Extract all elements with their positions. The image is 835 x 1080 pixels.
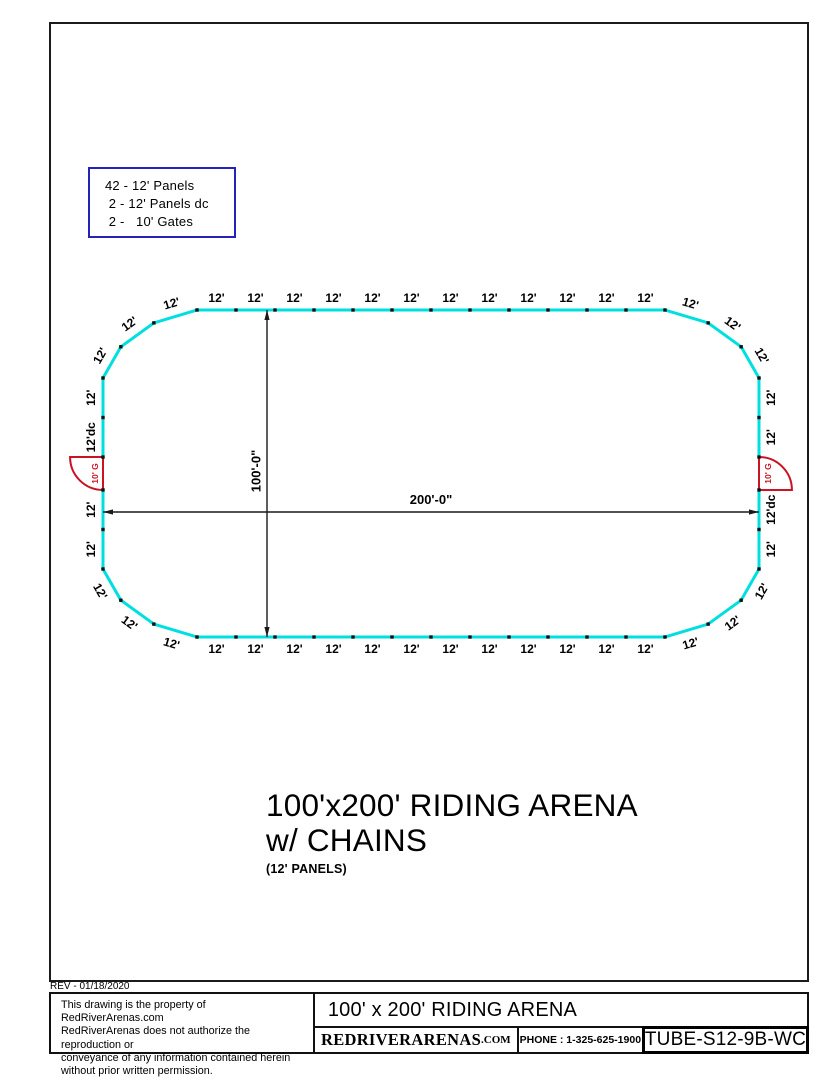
svg-text:12'dc: 12'dc [84, 422, 98, 453]
svg-text:12': 12' [751, 345, 772, 367]
svg-text:12': 12' [286, 291, 303, 305]
svg-text:12': 12' [721, 612, 744, 634]
svg-text:12': 12' [680, 294, 701, 313]
svg-text:10' G: 10' G [763, 463, 773, 484]
svg-text:12': 12' [764, 541, 778, 558]
arena-fence [103, 310, 759, 637]
svg-text:12': 12' [84, 501, 98, 518]
svg-text:12': 12' [520, 642, 537, 656]
copyright-notice [51, 994, 315, 1078]
drawing-title-line2: w/ CHAINS [266, 822, 428, 858]
model-number: TUBE-S12-9B-WC [642, 1026, 809, 1054]
svg-text:12': 12' [680, 634, 701, 653]
notice-line: without prior written permission. [61, 1065, 213, 1078]
svg-text:12': 12' [364, 291, 381, 305]
svg-text:12': 12' [364, 642, 381, 656]
svg-text:12'dc: 12'dc [764, 494, 778, 525]
gate-swing-symbols [70, 457, 792, 490]
svg-text:12': 12' [751, 580, 772, 602]
svg-text:12': 12' [764, 389, 778, 406]
svg-text:12': 12' [84, 541, 98, 558]
svg-text:12': 12' [208, 291, 225, 305]
brand-suffix: .COM [481, 1034, 511, 1046]
svg-text:12': 12' [403, 291, 420, 305]
svg-text:12': 12' [598, 642, 615, 656]
notice-line: This drawing is the property of RedRiverArenas.com [61, 999, 206, 1025]
svg-text:12': 12' [559, 642, 576, 656]
svg-text:12': 12' [764, 429, 778, 446]
svg-text:12': 12' [721, 313, 744, 335]
title-block-name: 100' x 200' RIDING ARENA [315, 994, 807, 1028]
panel-length-labels [84, 291, 778, 656]
legend-item-gates: 2 - 10' Gates [105, 214, 194, 229]
notice-line: RedRiverArenas does not authorize the reproduction or [61, 1025, 251, 1051]
brand [315, 1028, 517, 1052]
title-block [49, 992, 809, 1078]
brand-name: REDRIVERARENAS [320, 1030, 482, 1049]
svg-text:10' G: 10' G [90, 463, 100, 484]
svg-text:12': 12' [286, 642, 303, 656]
svg-text:12': 12' [247, 642, 264, 656]
drawing-title [266, 788, 638, 876]
svg-text:12': 12' [325, 291, 342, 305]
svg-text:12': 12' [161, 634, 182, 653]
svg-text:12': 12' [161, 294, 182, 313]
legend-item-panels: 42 - 12' Panels [105, 178, 195, 193]
svg-text:12': 12' [481, 291, 498, 305]
svg-text:12': 12' [481, 642, 498, 656]
svg-text:12': 12' [442, 291, 459, 305]
drawing-title-line1: 100'x200' RIDING ARENA [266, 787, 638, 823]
svg-text:12': 12' [118, 313, 141, 335]
svg-text:12': 12' [90, 345, 111, 367]
svg-text:12': 12' [520, 291, 537, 305]
svg-text:12': 12' [559, 291, 576, 305]
svg-text:12': 12' [90, 580, 111, 602]
legend-item-panels-dc: 2 - 12' Panels dc [105, 196, 209, 211]
panel-joint-dots [101, 308, 760, 638]
drawing-title-subnote: (12' PANELS) [266, 862, 347, 876]
svg-text:12': 12' [637, 642, 654, 656]
svg-text:12': 12' [325, 642, 342, 656]
svg-text:12': 12' [637, 291, 654, 305]
phone-number: PHONE : 1-325-625-1900 [517, 1028, 642, 1052]
svg-text:12': 12' [118, 612, 141, 634]
svg-text:12': 12' [442, 642, 459, 656]
notice-line: conveyance of any information contained herein [61, 1051, 291, 1064]
svg-text:200'-0": 200'-0" [409, 492, 453, 507]
svg-text:100'-0": 100'-0" [248, 449, 264, 493]
svg-text:12': 12' [598, 291, 615, 305]
svg-text:12': 12' [247, 291, 264, 305]
svg-text:12': 12' [208, 642, 225, 656]
svg-text:12': 12' [403, 642, 420, 656]
svg-text:12': 12' [84, 389, 98, 406]
revision-date: REV - 01/18/2020 [50, 981, 188, 994]
dimension-lines [103, 310, 759, 637]
